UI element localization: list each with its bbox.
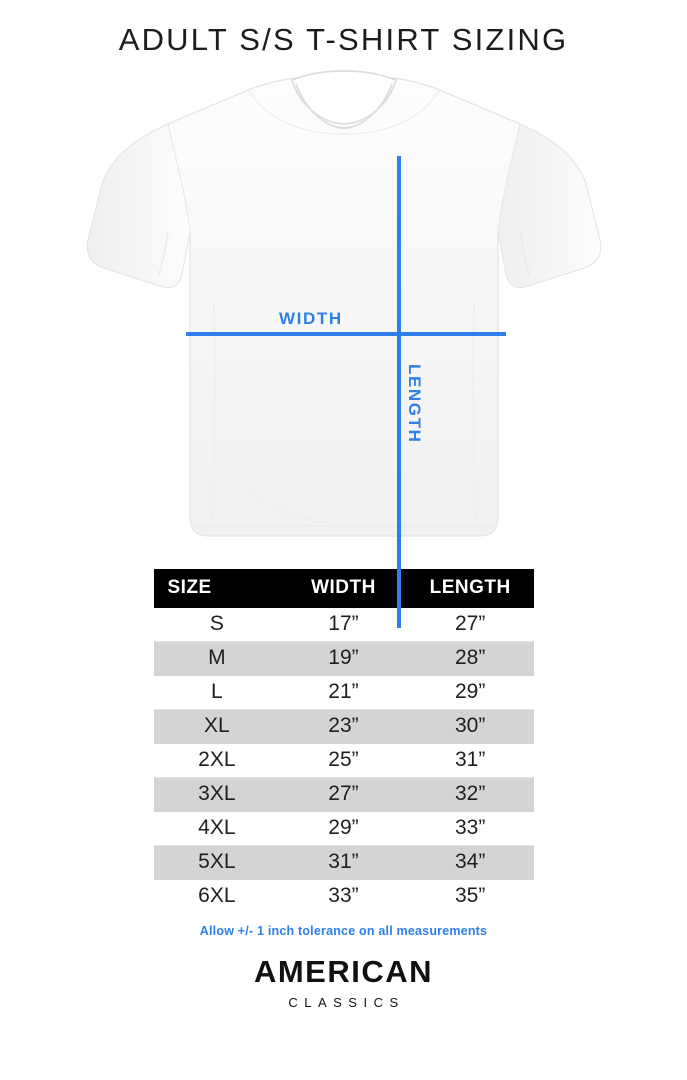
cell-width: 23” <box>280 710 407 744</box>
shirt-diagram <box>0 64 687 559</box>
cell-length: 32” <box>407 778 534 812</box>
cell-length: 27” <box>407 608 534 642</box>
tshirt-illustration <box>0 64 687 559</box>
cell-width: 29” <box>280 812 407 846</box>
page-title: ADULT S/S T-SHIRT SIZING <box>118 22 569 57</box>
cell-size: 4XL <box>154 812 281 846</box>
header-width: WIDTH <box>280 569 407 608</box>
length-measure-line <box>397 156 401 628</box>
header-length: LENGTH <box>407 569 534 608</box>
size-table-wrapper <box>154 569 534 913</box>
cell-length: 34” <box>407 846 534 880</box>
cell-width: 33” <box>328 884 359 907</box>
table-row <box>154 710 534 744</box>
table-row <box>154 778 534 812</box>
table-row <box>154 744 534 778</box>
cell-size: 2XL <box>154 744 281 778</box>
cell-width: 27” <box>280 778 407 812</box>
cell-length: 30” <box>407 710 534 744</box>
table-header-row <box>154 569 534 608</box>
size-table <box>154 569 534 913</box>
cell-size: XL <box>154 710 281 744</box>
table-row <box>154 676 534 710</box>
brand-name: AMERICAN <box>253 954 434 989</box>
table-row <box>154 812 534 846</box>
brand-tagline: CLASSICS <box>288 995 405 1010</box>
cell-length: 29” <box>407 676 534 710</box>
cell-length: 28” <box>407 642 534 676</box>
length-label: LENGTH <box>405 364 424 444</box>
cell-width: 17” <box>280 608 407 642</box>
brand-footer <box>254 956 433 1010</box>
table-row <box>154 642 534 676</box>
cell-length: 35” <box>454 884 486 907</box>
cell-width: 21” <box>280 676 407 710</box>
cell-width: 19” <box>280 642 407 676</box>
header-size: SIZE <box>154 569 281 608</box>
cell-width: 25” <box>280 744 407 778</box>
cell-size: 6XL <box>198 884 236 907</box>
table-row <box>154 846 534 880</box>
width-measure-line <box>186 332 506 336</box>
width-label: WIDTH <box>279 309 343 328</box>
cell-size: 5XL <box>154 846 281 880</box>
cell-length: 31” <box>407 744 534 778</box>
cell-width: 31” <box>280 846 407 880</box>
cell-size: S <box>154 608 281 642</box>
table-row <box>154 880 534 914</box>
cell-size: 3XL <box>154 778 281 812</box>
cell-size: M <box>154 642 281 676</box>
cell-length: 33” <box>407 812 534 846</box>
table-row <box>154 608 534 642</box>
cell-size: L <box>154 676 281 710</box>
tolerance-note: Allow +/- 1 inch tolerance on all measurements <box>199 924 488 938</box>
